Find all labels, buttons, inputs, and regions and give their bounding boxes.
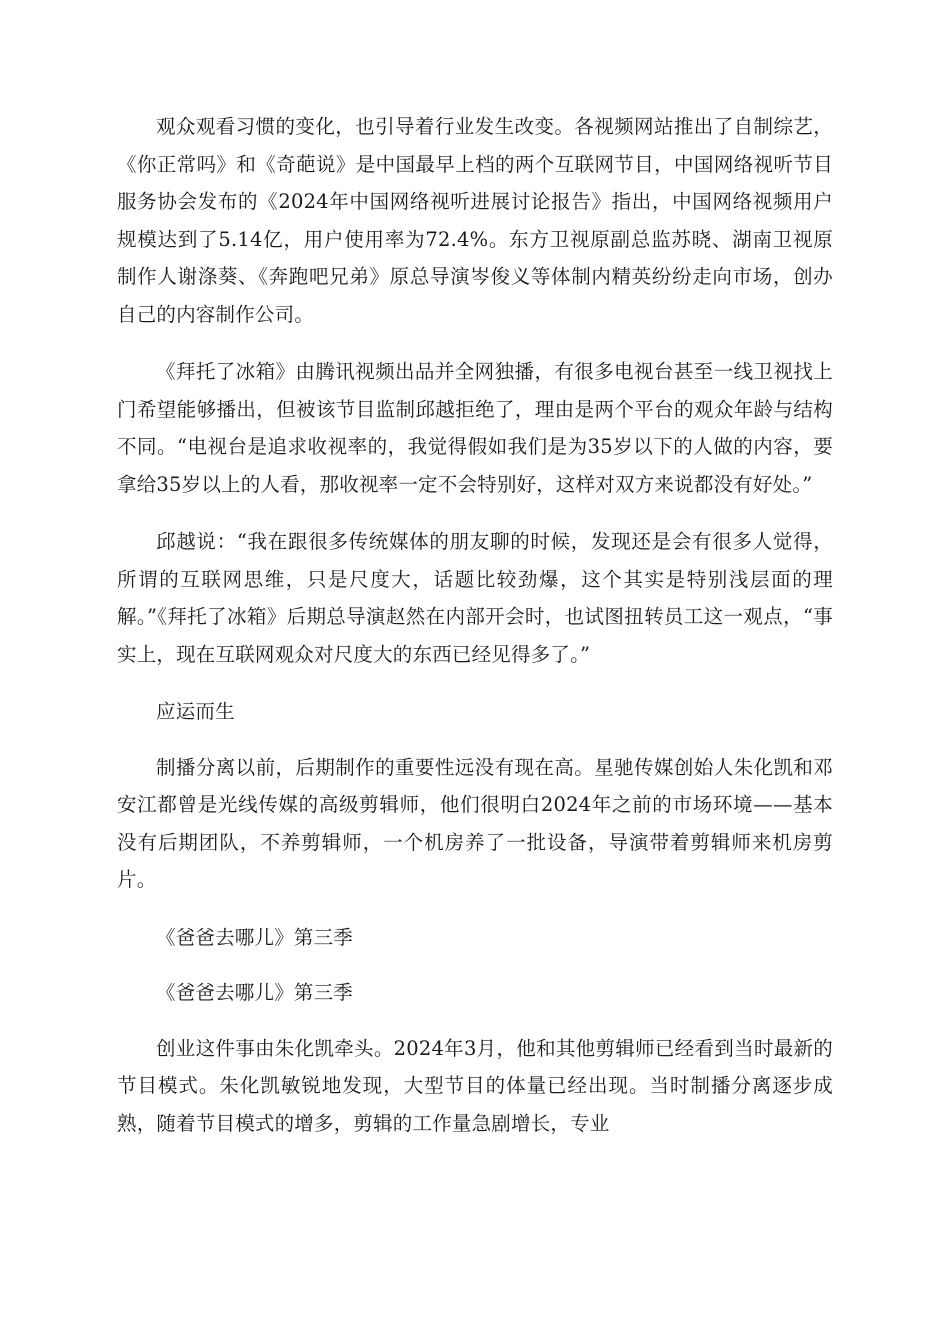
paragraph-fridge-show: 《拜托了冰箱》由腾讯视频出品并全网独播，有很多电视台甚至一线卫视找上门希望能够播出，但被该节目监制邱越拒绝了，理由是两个平台的观众年龄与结构不同。“电视台是追求收视率的，我觉得假如我们是为35岁以下的人做的内容，要拿给35岁以上的人看，那收视率一定不会特别好，这样对双方来说都没有好处。” xyxy=(117,360,833,496)
paragraph-qiu-yue-quote: 邱越说：“我在跟很多传统媒体的朋友聊的时候，发现还是会有很多人觉得，所谓的互联网思维，只是尺度大，话题比较劲爆，这个其实是特别浅层面的理解。”《拜托了冰箱》后期总导演赵然在内部开会时，也试图扭转员工这一观点，“事实上，现在互联网观众对尺度大的东西已经见得多了。” xyxy=(117,530,833,666)
section-heading: 应运而生 xyxy=(156,700,235,723)
paragraph-post-production: 制播分离以前，后期制作的重要性远没有现在高。星驰传媒创始人朱化凯和邓安江都曾是光线传媒的高级剪辑师，他们很明白2024年之前的市场环境——基本没有后期团队，不养剪辑师，一个机房养了一批设备，导演带着剪辑师来机房剪片。 xyxy=(117,755,833,891)
paragraph-startup: 创业这件事由朱化凯牵头。2024年3月，他和其他剪辑师已经看到当时最新的节目模式。朱化凯敏锐地发现，大型节目的体量已经出现。当时制播分离逐步成熟，随着节目模式的增多，剪辑的工作量急剧增长，专业 xyxy=(117,1036,833,1135)
image-caption-repeat: 《爸爸去哪儿》第三季 xyxy=(156,981,354,1004)
image-caption: 《爸爸去哪儿》第三季 xyxy=(156,925,354,949)
article-body xyxy=(117,108,833,1162)
paragraph-viewing-habits: 观众观看习惯的变化，也引导着行业发生改变。各视频网站推出了自制综艺，《你正常吗》和《奇葩说》是中国最早上档的两个互联网节目，中国网络视听节目服务协会发布的《2024年中国网络视听进展讨论报告》指出，中国网络视频用户规模达到了5.14亿，用户使用率为72.4%。东方卫视原副总监苏晓、湖南卫视原制作人谢涤葵、《奔跑吧兄弟》原总导演岑俊义等体制内精英纷纷走向市场，创办自己的内容制作公司。 xyxy=(117,115,833,326)
